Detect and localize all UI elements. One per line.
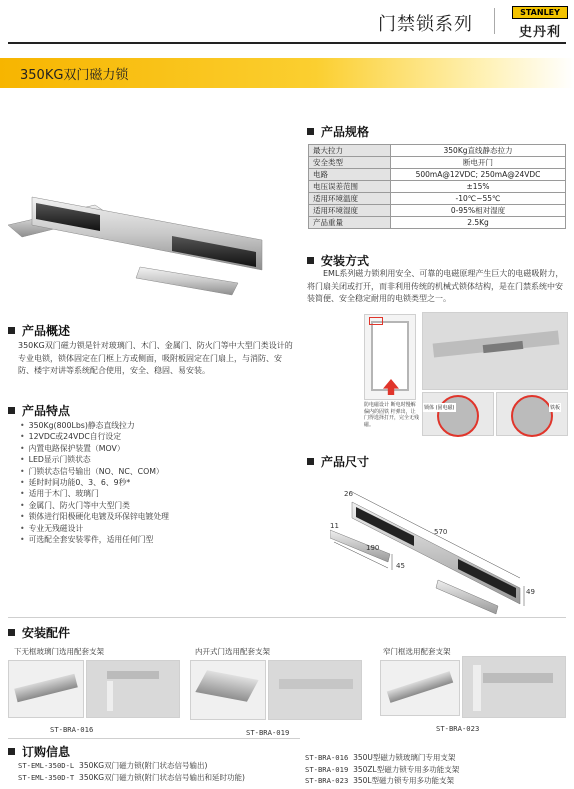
mounted-lock-photo xyxy=(422,312,568,390)
install-diagram xyxy=(364,312,568,438)
product-photo xyxy=(0,175,300,315)
detail-photo-2 xyxy=(496,392,568,436)
table-row: 适用环境温度 -10℃~55℃ xyxy=(309,193,566,205)
bracket-install-photo-019 xyxy=(268,660,362,720)
list-item: • 内置电路保护装置（MOV） xyxy=(20,443,300,454)
table-row: 产品重量 2.5Kg xyxy=(309,217,566,229)
logo-cn: 史丹利 xyxy=(518,25,561,40)
dim-label-length: 570 xyxy=(434,528,448,536)
section-divider xyxy=(8,617,566,618)
overview-text: 350KG双门磁力锁是针对玻璃门、木门、金属门、防火门等中大型门类设计的专业电锁，锁体固定在门框上方或侧面，吸附板固定在门扇上，与消防、安防、楼宇对讲等系统配合使用，安全、稳固、易安装。 xyxy=(18,341,293,375)
bullet-square-icon xyxy=(8,629,15,636)
armature-plate-right xyxy=(136,267,238,295)
accessories-heading: 安装配件 xyxy=(8,624,70,641)
accessory-title-019: 内开式门选用配套支架 xyxy=(195,647,270,656)
features-list xyxy=(20,420,300,545)
list-item: • 锁体进行阳极硬化电镀及环保锌电镀处理 xyxy=(20,511,300,522)
bullet-square-icon xyxy=(8,407,15,414)
table-row: 最大拉力 350Kg直线静态拉力 xyxy=(309,145,566,157)
list-item: ST-BRA-019 350ZL型磁力锁专用多功能支架 xyxy=(305,764,460,774)
stanley-logo xyxy=(512,6,568,40)
specs-heading: 产品规格 xyxy=(307,123,369,140)
list-item: ST-EML-350D-L 350KG双门磁力锁(附门状态信号输出) xyxy=(18,761,208,770)
bullet-square-icon xyxy=(307,458,314,465)
header-rule xyxy=(8,42,566,44)
header-separator xyxy=(494,8,495,34)
dim-label-plate-thickness: 11 xyxy=(330,522,339,530)
logo-brand: STANLEY xyxy=(512,6,568,19)
features-heading: 产品特点 xyxy=(8,402,70,419)
bullet-square-icon xyxy=(8,748,15,755)
bullet-square-icon xyxy=(307,128,314,135)
product-title: 350KG双门磁力锁 xyxy=(20,68,129,83)
dimension-drawing xyxy=(330,482,540,622)
list-item: ST-EML-350D-T 350KG双门磁力锁(附门状态信号输出和延时功能) xyxy=(18,772,245,782)
drawing-magnet-right xyxy=(458,559,516,598)
list-item: • 金属门、防火门等中大型门类 xyxy=(20,500,300,511)
order-list-bracket xyxy=(305,752,567,787)
list-item: • 门锁状态信号输出（NO、NC、COM） xyxy=(20,466,300,477)
dimensions-heading: 产品尺寸 xyxy=(307,453,369,470)
bracket-install-photo-023 xyxy=(462,656,566,718)
order-list-lock xyxy=(18,760,303,783)
section-divider xyxy=(8,738,300,739)
install-text: EML系列磁力锁利用安全、可靠的电磁原理产生巨大的电磁吸附力，将门扇关闭或打开，而非利用传统的机械式锁体结构，是在门禁系统中安装简便、安全稳定耐用的电锁类型之一。 xyxy=(307,269,564,303)
dim-label-plate-width: 45 xyxy=(396,562,405,570)
list-item: • 延时时间功能0、3、6、9秒* xyxy=(20,477,300,488)
list-item: • 适用于木门、玻璃门 xyxy=(20,488,300,499)
diagram-note: 防电磁设计 断电时慢解偏内的固铁 杆弹出，让门得选择打开，完全无残磁。 xyxy=(364,402,420,428)
callout-lock-body: 锁体 (固电磁) xyxy=(424,405,455,411)
list-item: • 12VDC或24VDC自行设定 xyxy=(20,431,300,442)
catalog-title: 门禁锁系列 xyxy=(378,14,473,35)
bracket-photo-019 xyxy=(190,660,266,720)
list-item: • 专业无残磁设计 xyxy=(20,523,300,534)
callout-plate: 铁板 xyxy=(550,405,561,411)
door-illustration xyxy=(364,314,416,400)
table-row: 安全类型 断电开门 xyxy=(309,157,566,169)
table-row: 电路 500mA@12VDC; 250mA@24VDC xyxy=(309,169,566,181)
accessory-title-023: 窄门框选用配套支架 xyxy=(383,647,451,656)
table-row: 电压误差范围 ±15% xyxy=(309,181,566,193)
list-item: • 350Kg(800Lbs)静态直线拉力 xyxy=(20,420,300,431)
drawing-magnet-left xyxy=(356,507,414,546)
bullet-square-icon xyxy=(307,257,314,264)
bracket-photo-023 xyxy=(380,660,460,716)
overview-heading: 产品概述 xyxy=(8,322,70,339)
spec-table xyxy=(308,144,566,229)
accessory-code-016: ST-BRA-016 xyxy=(50,725,94,734)
install-heading: 安装方式 xyxy=(307,252,369,269)
bullet-square-icon xyxy=(8,327,15,334)
list-item: • 可选配全套安装零件，适用任何门型 xyxy=(20,534,300,545)
bracket-install-photo-016 xyxy=(86,660,180,718)
accessory-title-016: 下无框玻璃门选用配套支架 xyxy=(14,647,104,656)
order-heading: 订购信息 xyxy=(8,743,70,760)
dim-label-plate-length: 190 xyxy=(366,544,380,552)
bracket-photo-016 xyxy=(8,660,84,718)
accessory-code-023: ST-BRA-023 xyxy=(436,724,480,733)
list-item: ST-BRA-016 350U型磁力锁玻璃门专用支架 xyxy=(305,753,456,762)
table-row: 适用环境湿度 0-95%相对湿度 xyxy=(309,205,566,217)
accessory-code-019: ST-BRA-019 xyxy=(246,728,290,737)
list-item: • LED显示门锁状态 xyxy=(20,454,300,465)
detail-photo-1 xyxy=(422,392,494,436)
dim-label-depth: 26 xyxy=(344,490,353,498)
dim-label-height: 49 xyxy=(526,588,535,596)
drawing-plate-left xyxy=(330,530,390,562)
list-item: ST-BRA-023 350L型磁力锁专用多功能支架 xyxy=(305,776,455,785)
